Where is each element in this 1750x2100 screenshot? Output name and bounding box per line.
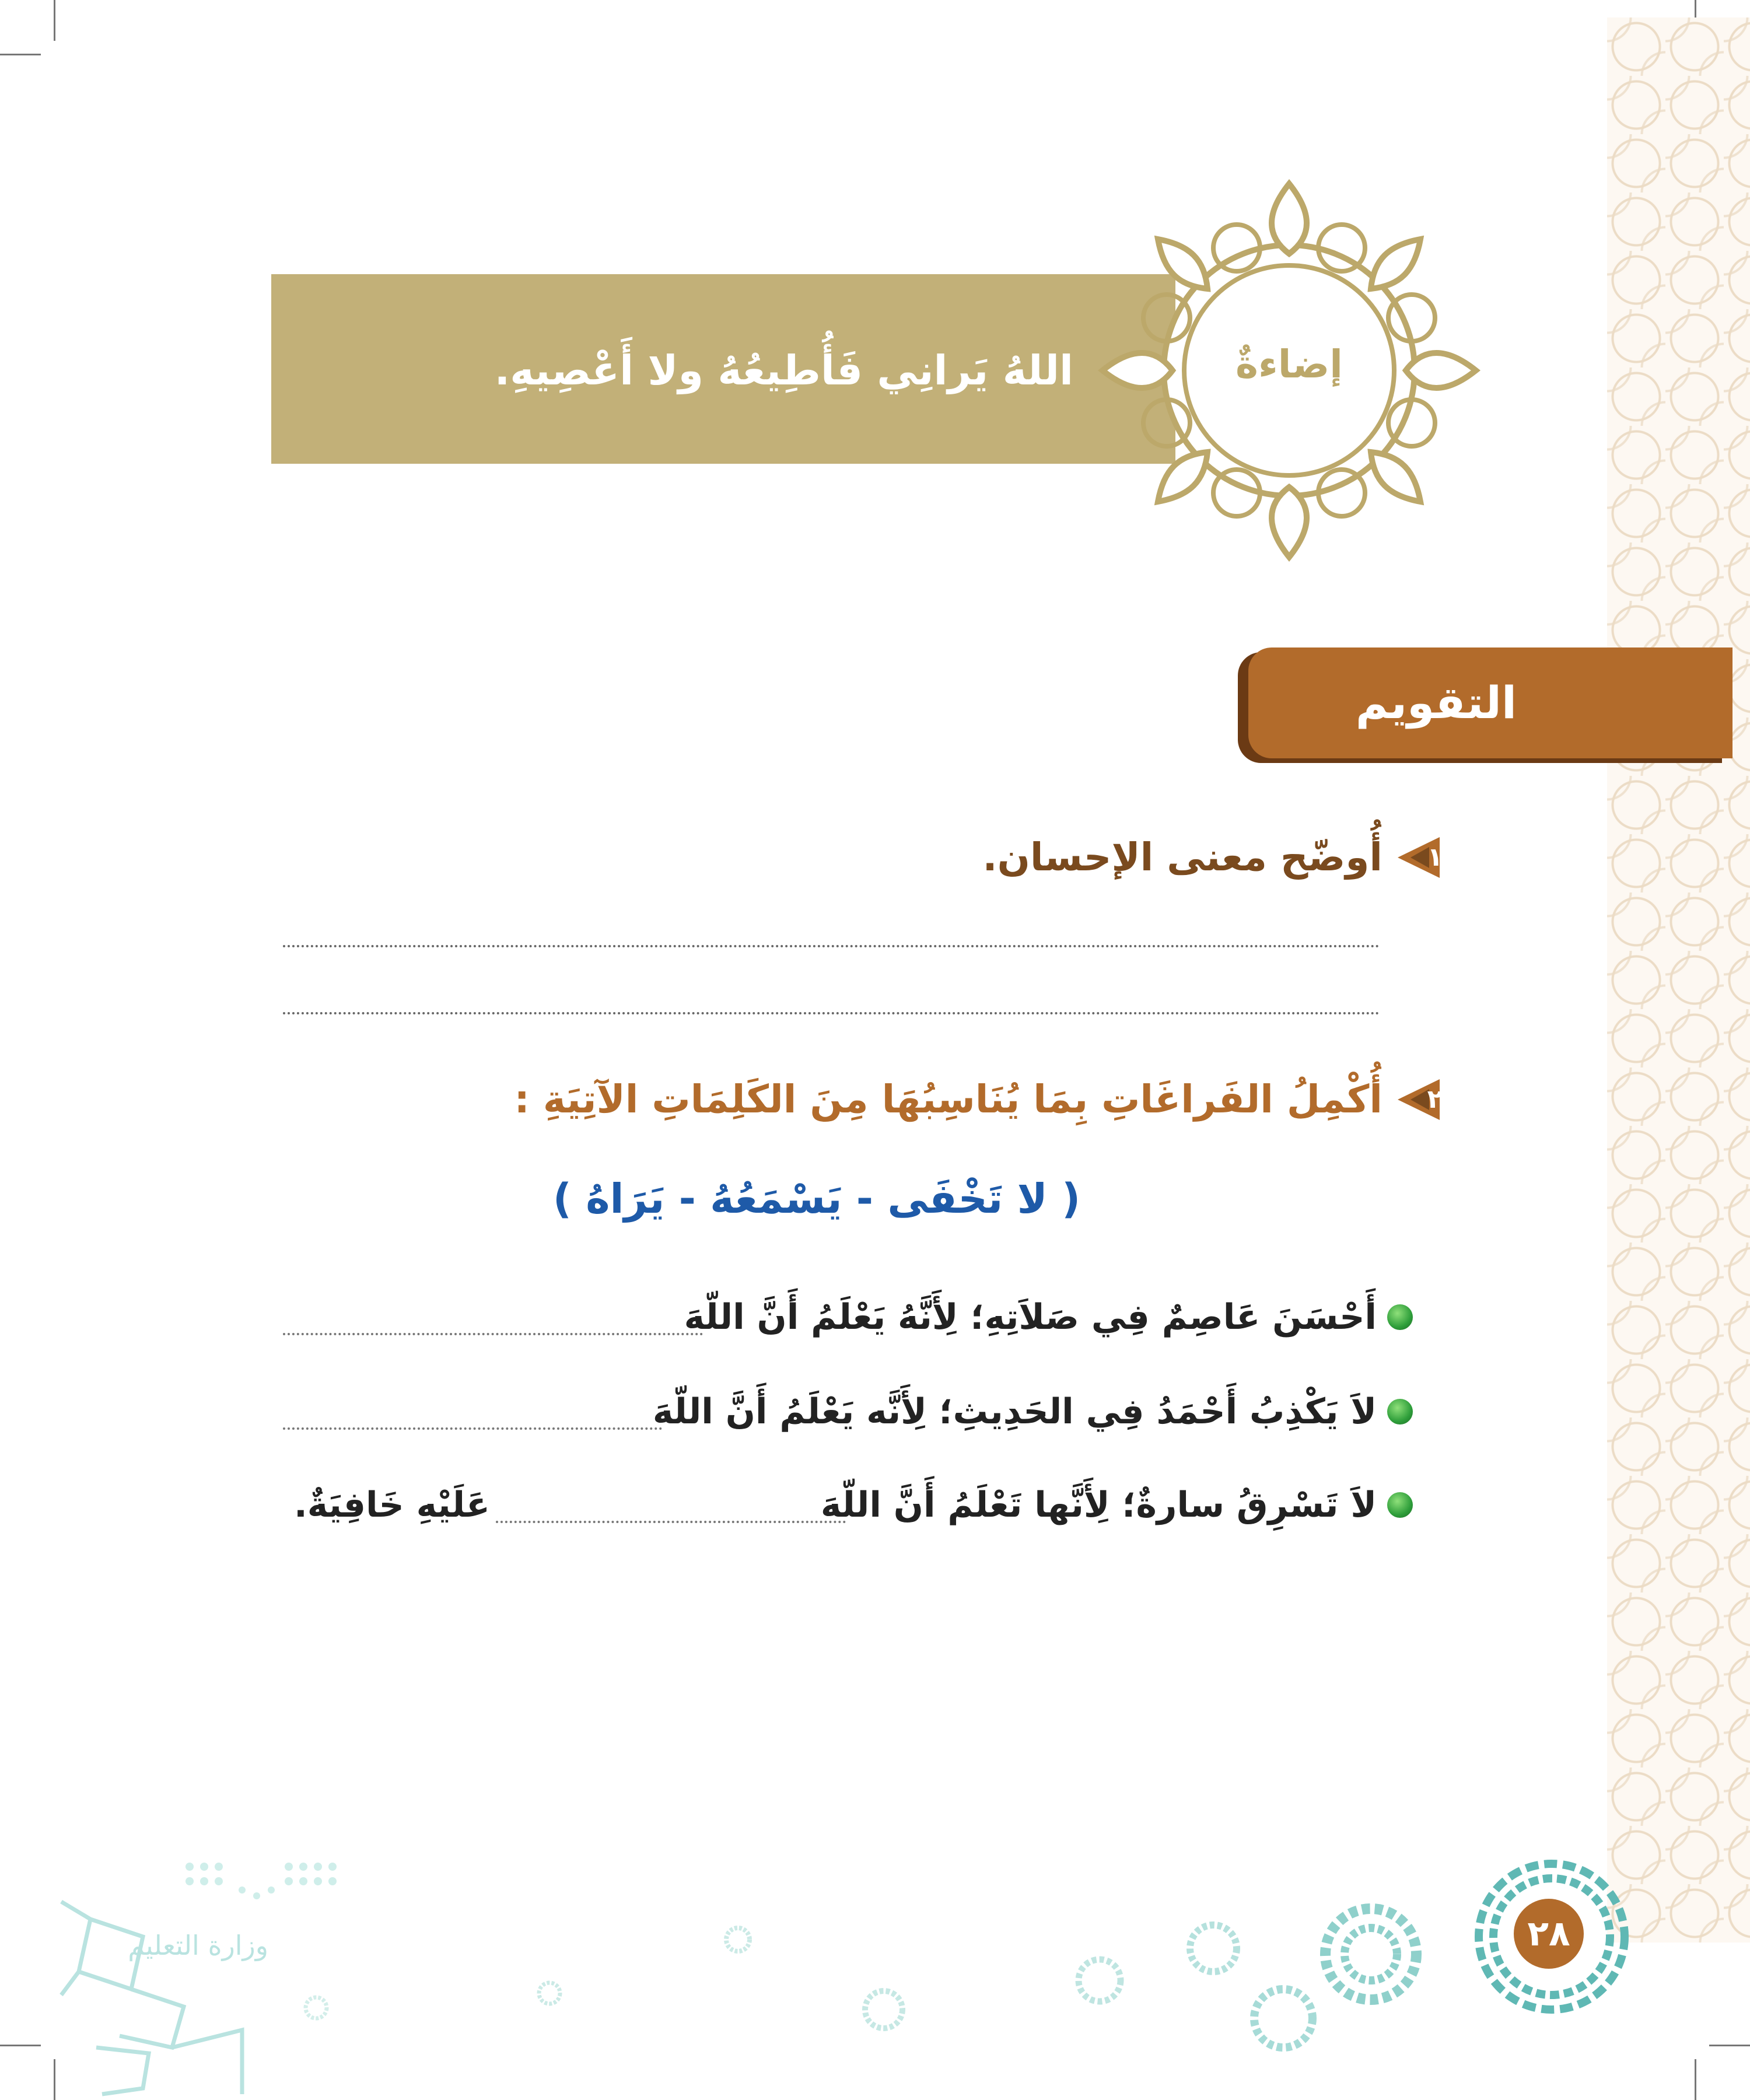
rosette-icon xyxy=(1184,1919,1242,1978)
bullet-icon xyxy=(1387,1492,1413,1518)
page-number: ٢٨ xyxy=(1527,1913,1570,1954)
answer-line[interactable] xyxy=(283,945,1380,947)
ministry-logo-icon xyxy=(55,1855,359,2100)
ministry-logo-text: وزارة التعليم xyxy=(128,1930,268,1961)
crop-mark xyxy=(1709,2045,1750,2046)
bullet-icon xyxy=(1387,1304,1413,1330)
crop-mark xyxy=(0,2045,41,2046)
fill-item-text: لاَ تَسْرِقُ سارةٌ؛ لِأَنَّها تَعْلَمُ أَنَّ اللّهَ xyxy=(820,1485,1377,1525)
badge-label: إضاءةٌ xyxy=(1236,342,1343,387)
crop-mark xyxy=(54,0,55,41)
banner-text: اللهُ يَرانِي فَأُطِيعُهُ ولا أَعْصِيهِ. xyxy=(494,346,1073,394)
question-number: ١ xyxy=(1427,842,1443,872)
crop-mark xyxy=(1695,2059,1696,2100)
fill-item-text: لاَ يَكْذِبُ أَحْمَدُ فِي الحَدِيثِ؛ لِأَنَّه يَعْلَمُ أَنَّ اللّهَ xyxy=(652,1391,1377,1432)
question-number: ٢ xyxy=(1427,1084,1443,1114)
section-title: التقويم xyxy=(1355,677,1517,729)
crop-mark xyxy=(0,54,41,55)
fill-item-text: أَحْسَنَ عَاصِمٌ فِي صَلاَتِهِ؛ لِأَنَّهُ يَعْلَمُ أَنَّ اللّهَ xyxy=(684,1297,1377,1338)
fill-blank[interactable] xyxy=(283,1333,703,1335)
question-text: أُكْمِلُ الفَراغَاتِ بِمَا يُنَاسِبُهَا مِنَ الكَلِمَاتِ الآتِيَةِ : xyxy=(514,1077,1382,1122)
fill-blank[interactable] xyxy=(283,1427,662,1430)
fill-blank[interactable] xyxy=(496,1521,846,1523)
question-text: أُوضّح معنى الإحسان. xyxy=(982,835,1382,880)
rosette-icon xyxy=(1073,1954,1126,2007)
rosette-icon xyxy=(537,1980,563,2007)
rosette-icon xyxy=(723,1925,752,1954)
rosette-icon xyxy=(1318,1902,1423,2007)
side-pattern-strip xyxy=(1607,18,1750,1943)
answer-line[interactable] xyxy=(283,1012,1380,1014)
rosette-icon xyxy=(860,1986,907,2033)
bullet-icon xyxy=(1387,1399,1413,1424)
fill-item-suffix: عَلَيْهِ خَافِيَةٌ. xyxy=(294,1485,490,1525)
word-bank: ( لا تَخْفَى - يَسْمَعُهُ - يَرَاهُ ) xyxy=(552,1175,1081,1223)
rosette-icon xyxy=(1248,1983,1318,2053)
